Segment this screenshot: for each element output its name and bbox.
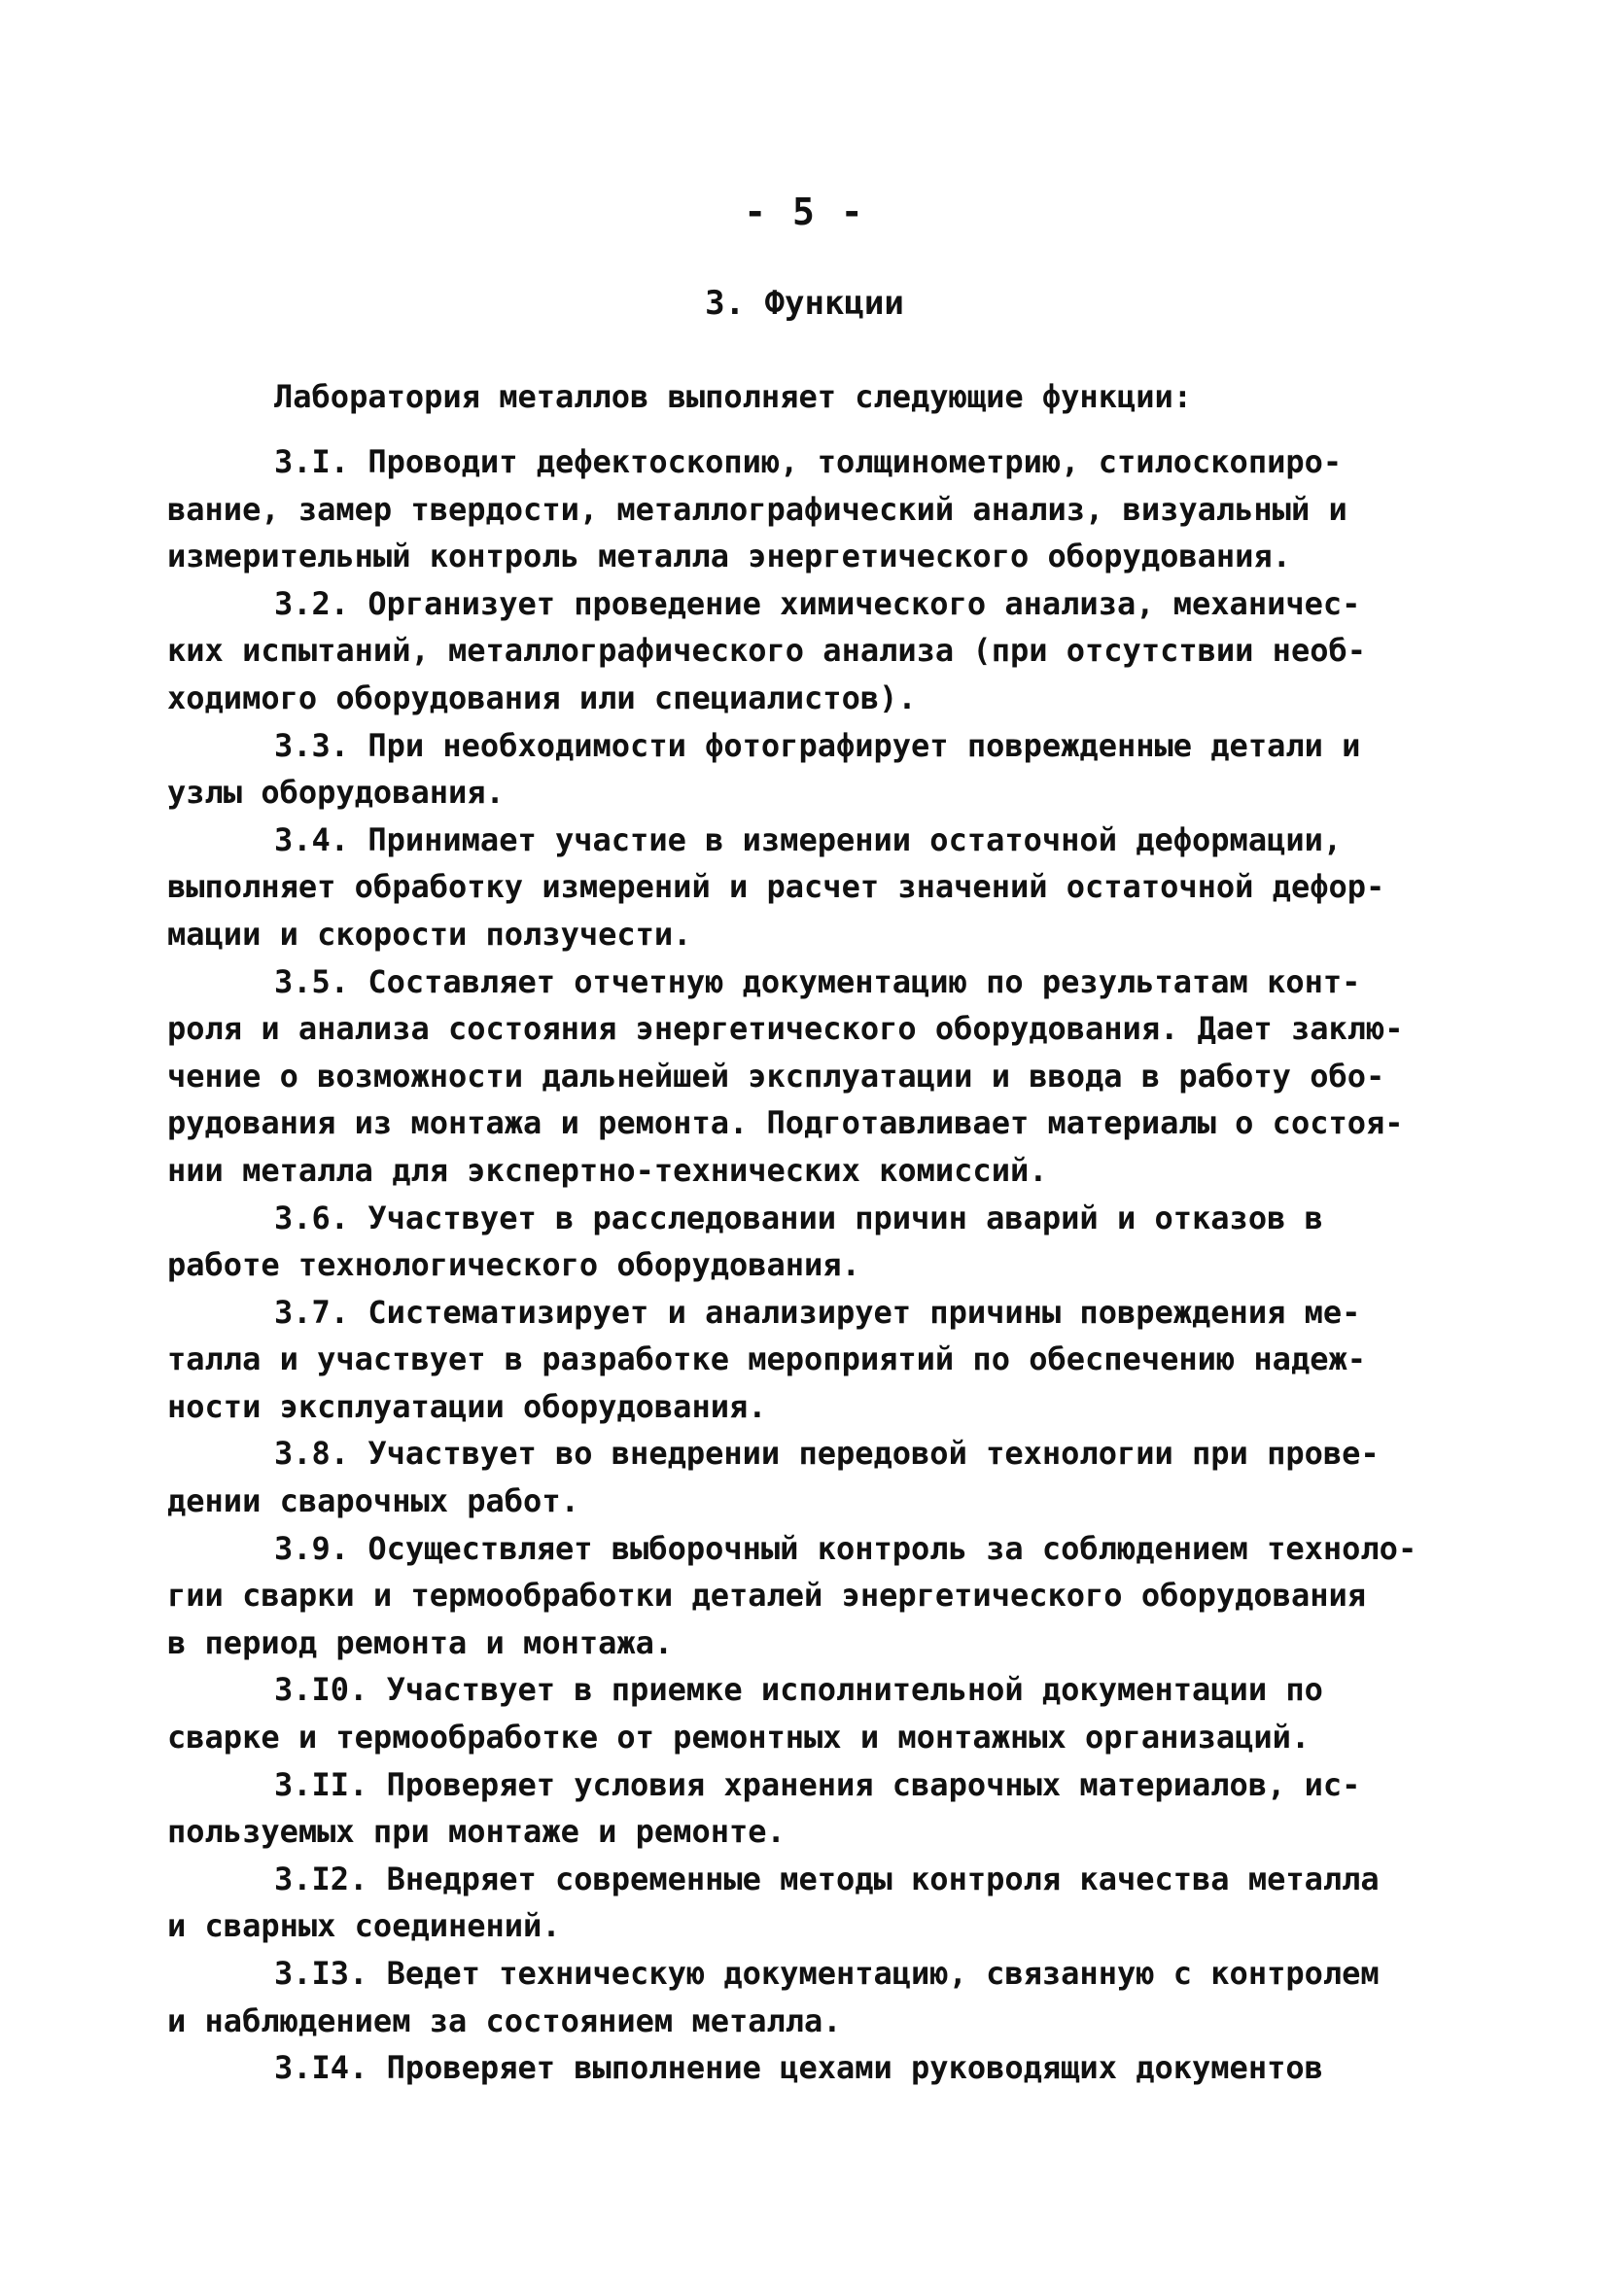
function-item-line: 3.9. Осуществляет выборочный контроль за соблюдением техноло- — [274, 1529, 1417, 1567]
function-item-line: измерительный контроль металла энергетического оборудования. — [167, 538, 1291, 575]
function-item-line: талла и участвует в разработке мероприятий по обеспечению надеж- — [167, 1340, 1366, 1378]
function-item-line: пользуемых при монтаже и ремонте. — [167, 1813, 786, 1851]
function-item-line: 3.II. Проверяет условия хранения сварочных материалов, ис- — [274, 1765, 1361, 1803]
function-item-3 — [167, 722, 1417, 817]
function-item-5 — [167, 958, 1417, 1195]
function-item-line: выполняет обработку измерений и расчет значений остаточной дефор- — [167, 868, 1385, 906]
function-item-2 — [167, 580, 1417, 722]
function-item-line: 3.4. Принимает участие в измерении остаточной деформации, — [274, 820, 1343, 858]
function-item-line: гии сварки и термообработки деталей энергетического оборудования — [167, 1577, 1366, 1615]
function-item-line: ких испытаний, металлографического анализа (при отсутствии необ- — [167, 632, 1366, 670]
function-item-line: узлы оборудования. — [167, 774, 505, 812]
function-item-line: дении сварочных работ. — [167, 1482, 579, 1520]
function-item-line: 3.I0. Участвует в приемке исполнительной документации по — [274, 1671, 1323, 1709]
function-item-line: и сварных соединений. — [167, 1907, 561, 1945]
function-item-line: работе технологического оборудования. — [167, 1246, 860, 1284]
function-item-line: 3.6. Участвует в расследовании причин аварий и отказов в — [274, 1199, 1323, 1236]
function-item-14 — [167, 2044, 1417, 2092]
function-item-12 — [167, 1856, 1417, 1950]
function-item-line: 3.I4. Проверяет выполнение цехами руководящих документов — [274, 2049, 1323, 2087]
function-item-line: 3.I2. Внедряет современные методы контроля качества металла — [274, 1860, 1380, 1897]
function-item-line: 3.3. При необходимости фотографирует поврежденные детали и — [274, 726, 1361, 764]
function-item-line: ходимого оборудования или специалистов). — [167, 678, 917, 716]
function-item-line: 3.5. Составляет отчетную документацию по результатам конт- — [274, 962, 1361, 1000]
page-number: - 5 - — [744, 191, 865, 233]
function-item-line: роля и анализа состояния энергетического оборудования. Дает заклю- — [167, 1010, 1404, 1048]
function-item-line: нии металла для экспертно-технических комиссий. — [167, 1151, 1048, 1189]
function-item-line: сварке и термообработке от ремонтных и монтажных организаций. — [167, 1719, 1311, 1757]
function-item-line: рудования из монтажа и ремонта. Подготавливает материалы о состоя- — [167, 1104, 1404, 1142]
function-item-line: чение о возможности дальнейшей эксплуатации и ввода в работу обо- — [167, 1057, 1385, 1095]
function-item-line: 3.7. Систематизирует и анализирует причины повреждения ме- — [274, 1293, 1361, 1331]
function-item-4 — [167, 817, 1417, 958]
function-item-13 — [167, 1950, 1417, 2044]
function-item-1 — [167, 438, 1417, 580]
functions-list — [167, 438, 1417, 2092]
function-item-line: 3.8. Участвует во внедрении передовой технологии при прове- — [274, 1435, 1380, 1473]
function-item-6 — [167, 1195, 1417, 1289]
function-item-line: вание, замер твердости, металлографический анализ, визуальный и — [167, 490, 1347, 528]
function-item-line: 3.I. Проводит дефектоскопию, толщинометрию, стилоскопиро- — [274, 443, 1343, 480]
function-item-line: в период ремонта и монтажа. — [167, 1623, 674, 1661]
function-item-9 — [167, 1525, 1417, 1667]
function-item-line: мации и скорости ползучести. — [167, 915, 692, 953]
function-item-8 — [167, 1430, 1417, 1524]
section-title: 3. Функции — [705, 284, 904, 323]
function-item-11 — [167, 1761, 1417, 1856]
function-item-line: 3.2. Организует проведение химического анализа, механичес- — [274, 584, 1361, 622]
function-item-7 — [167, 1289, 1417, 1431]
function-item-line: и наблюдением за состоянием металла. — [167, 2001, 842, 2039]
function-item-line: 3.I3. Ведет техническую документацию, связанную с контролем — [274, 1955, 1380, 1992]
function-item-line: ности эксплуатации оборудования. — [167, 1387, 767, 1425]
function-item-10 — [167, 1666, 1417, 1760]
intro-paragraph: Лаборатория металлов выполняет следующие функции: — [274, 378, 1193, 415]
